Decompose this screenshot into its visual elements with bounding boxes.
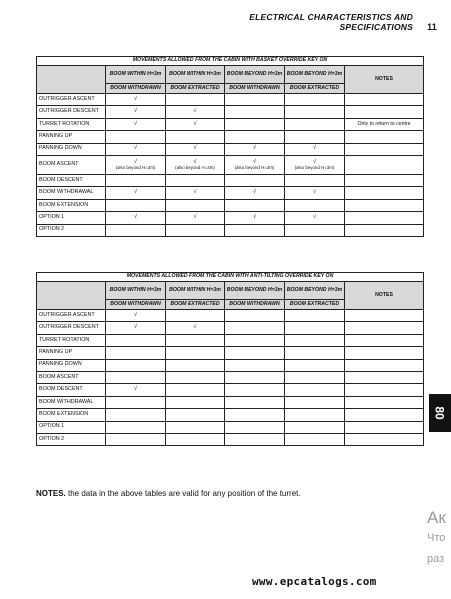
check-cell	[166, 224, 225, 236]
row-label: OUTRIGGER ASCENT	[37, 94, 106, 106]
check-cell	[285, 118, 345, 130]
cell-subnote: (also beyond H=3m)	[294, 165, 335, 171]
check-cell	[166, 310, 225, 322]
check-cell: √	[166, 187, 225, 199]
check-cell	[285, 347, 345, 359]
check-cell	[285, 409, 345, 421]
check-cell	[285, 433, 345, 445]
check-cell	[225, 155, 285, 174]
note-cell	[345, 199, 424, 211]
check-cell	[225, 322, 285, 334]
header-title-line2: SPECIFICATIONS	[339, 22, 413, 32]
check-cell	[166, 359, 225, 371]
check-cell	[285, 155, 345, 174]
check-cell	[225, 421, 285, 433]
check-cell	[166, 131, 225, 143]
check-cell: √	[166, 322, 225, 334]
check-cell	[166, 409, 225, 421]
check-cell: √	[166, 106, 225, 118]
row-label: OUTRIGGER ASCENT	[37, 310, 106, 322]
note-cell	[345, 131, 424, 143]
check-cell	[166, 174, 225, 186]
row-label: BOOM ASCENT	[37, 155, 106, 174]
check-cell: √	[106, 187, 166, 199]
col-header-boom-within: BOOM WITHIN H=3m	[166, 282, 225, 300]
check-cell: √	[106, 143, 166, 155]
cell-subnote: (also beyond H=3m)	[234, 165, 275, 171]
check-cell	[166, 421, 225, 433]
header-blank	[37, 66, 106, 94]
check-cell	[225, 396, 285, 408]
cell-subnote: (also beyond H=3m)	[175, 165, 215, 171]
subheader-boom-withdrawn: BOOM WITHDRAWN	[106, 84, 166, 94]
check-cell	[225, 371, 285, 383]
row-label: BOOM DESCENT	[37, 174, 106, 186]
row-label: BOOM EXTENSION	[37, 409, 106, 421]
check-cell: √	[225, 143, 285, 155]
check-cell	[285, 359, 345, 371]
check-cell	[106, 199, 166, 211]
row-label: TURRET ROTATION	[37, 334, 106, 346]
check-cell	[106, 224, 166, 236]
check-cell	[225, 359, 285, 371]
check-cell: √	[106, 118, 166, 130]
check-cell	[106, 334, 166, 346]
note-cell	[345, 322, 424, 334]
check-cell: √	[285, 143, 345, 155]
note-cell	[345, 310, 424, 322]
note-cell: Only to return to centre	[345, 118, 424, 130]
check-cell	[285, 106, 345, 118]
note-cell	[345, 359, 424, 371]
row-label: OPTION 2	[37, 224, 106, 236]
row-label: BOOM ASCENT	[37, 371, 106, 383]
check-cell	[106, 347, 166, 359]
check-cell	[285, 224, 345, 236]
subheader-boom-extracted: BOOM EXTRACTED	[166, 300, 225, 310]
check-cell	[166, 94, 225, 106]
col-header-boom-beyond: BOOM BEYOND H=3m	[225, 66, 285, 84]
notes-body: the data in the above tables are valid for any position of the turret.	[65, 489, 301, 498]
row-label: OUTRIGGER DESCENT	[37, 106, 106, 118]
check-cell	[166, 334, 225, 346]
check-cell	[285, 322, 345, 334]
check-cell	[225, 131, 285, 143]
check-cell: √	[285, 187, 345, 199]
check-cell	[225, 433, 285, 445]
check-cell	[106, 396, 166, 408]
cell-subnote: (also beyond H=3m)	[115, 165, 156, 171]
row-label: OPTION 2	[37, 433, 106, 445]
activation-overlay-line2: Что	[427, 532, 446, 544]
header-blank	[37, 282, 106, 310]
check-cell: √	[106, 322, 166, 334]
check-cell	[106, 359, 166, 371]
check-cell	[225, 94, 285, 106]
check-cell	[285, 310, 345, 322]
note-cell	[345, 433, 424, 445]
note-cell	[345, 187, 424, 199]
check-cell: √	[106, 384, 166, 396]
check-cell: √	[106, 212, 166, 224]
activation-overlay-line1: Ак	[427, 508, 446, 527]
notes-paragraph	[36, 489, 301, 498]
check-cell: √	[106, 106, 166, 118]
check-cell	[285, 421, 345, 433]
note-cell	[345, 347, 424, 359]
check-cell	[225, 384, 285, 396]
note-cell	[345, 143, 424, 155]
section-tab	[429, 394, 451, 432]
row-label: BOOM WITHDRAWAL	[37, 396, 106, 408]
check-cell	[106, 131, 166, 143]
check-cell	[285, 199, 345, 211]
row-label: TURRET ROTATION	[37, 118, 106, 130]
table-body	[37, 94, 424, 237]
subheader-boom-extracted: BOOM EXTRACTED	[166, 84, 225, 94]
row-label: BOOM EXTENSION	[37, 199, 106, 211]
check-cell	[166, 155, 225, 174]
check-cell	[225, 174, 285, 186]
anti-tilting-override-table	[36, 272, 424, 446]
note-cell	[345, 212, 424, 224]
note-cell	[345, 174, 424, 186]
check-mark: √	[133, 158, 138, 165]
subheader-boom-withdrawn: BOOM WITHDRAWN	[225, 84, 285, 94]
check-cell: √	[106, 94, 166, 106]
check-cell	[106, 409, 166, 421]
note-cell	[345, 155, 424, 174]
check-cell	[285, 174, 345, 186]
check-cell	[225, 224, 285, 236]
check-cell	[225, 199, 285, 211]
page-number: 11	[427, 22, 437, 32]
check-cell	[225, 409, 285, 421]
check-cell	[166, 433, 225, 445]
check-mark: √	[312, 158, 317, 165]
check-cell: √	[166, 118, 225, 130]
subheader-boom-extracted: BOOM EXTRACTED	[285, 300, 345, 310]
col-header-notes: NOTES	[345, 282, 424, 310]
row-label: PANNING DOWN	[37, 143, 106, 155]
row-label: PANNING UP	[37, 347, 106, 359]
check-cell	[166, 384, 225, 396]
check-cell	[225, 347, 285, 359]
note-cell	[345, 409, 424, 421]
col-header-boom-beyond: BOOM BEYOND H=3m	[225, 282, 285, 300]
note-cell	[345, 334, 424, 346]
header-title-line1: ELECTRICAL CHARACTERISTICS AND	[249, 12, 413, 22]
check-cell	[285, 371, 345, 383]
check-cell: √	[166, 212, 225, 224]
check-cell	[166, 199, 225, 211]
col-header-boom-beyond: BOOM BEYOND H=3m	[285, 66, 345, 84]
check-cell: √	[106, 310, 166, 322]
col-header-notes: NOTES	[345, 66, 424, 94]
check-cell: √	[225, 212, 285, 224]
check-cell	[225, 310, 285, 322]
col-header-boom-within: BOOM WITHIN H=3m	[166, 66, 225, 84]
check-cell	[285, 384, 345, 396]
check-cell	[106, 174, 166, 186]
page-header	[249, 12, 437, 32]
table-title: MOVEMENTS ALLOWED FROM THE CABIN WITH ANTI-TILTING OVERRIDE KEY ON	[37, 273, 424, 282]
subheader-boom-withdrawn: BOOM WITHDRAWN	[225, 300, 285, 310]
check-mark: √	[193, 158, 197, 165]
note-cell	[345, 384, 424, 396]
check-cell: √	[225, 187, 285, 199]
subheader-boom-withdrawn: BOOM WITHDRAWN	[106, 300, 166, 310]
note-cell	[345, 421, 424, 433]
note-cell	[345, 94, 424, 106]
table-title: MOVEMENTS ALLOWED FROM THE CABIN WITH BASKET OVERRIDE KEY ON	[37, 57, 424, 66]
col-header-boom-within: BOOM WITHIN H=3m	[106, 282, 166, 300]
check-cell: √	[285, 212, 345, 224]
col-header-boom-beyond: BOOM BEYOND H=3m	[285, 282, 345, 300]
table-body	[37, 310, 424, 446]
activation-overlay-line3: раз	[427, 553, 445, 565]
watermark-url: www.epcatalogs.com	[252, 575, 377, 588]
check-cell	[106, 155, 166, 174]
check-cell: √	[166, 143, 225, 155]
notes-label: NOTES.	[36, 489, 66, 498]
check-cell	[285, 396, 345, 408]
check-cell	[166, 347, 225, 359]
row-label: OPTION 1	[37, 421, 106, 433]
check-cell	[166, 396, 225, 408]
check-cell	[106, 421, 166, 433]
note-cell	[345, 106, 424, 118]
col-header-boom-within: BOOM WITHIN H=3m	[106, 66, 166, 84]
row-label: OPTION 1	[37, 212, 106, 224]
check-cell	[106, 371, 166, 383]
note-cell	[345, 396, 424, 408]
note-cell	[345, 224, 424, 236]
basket-override-table	[36, 56, 424, 237]
row-label: PANNING DOWN	[37, 359, 106, 371]
check-cell	[106, 433, 166, 445]
check-cell	[225, 118, 285, 130]
check-cell	[225, 106, 285, 118]
check-cell	[285, 131, 345, 143]
note-cell	[345, 371, 424, 383]
row-label: OUTRIGGER DESCENT	[37, 322, 106, 334]
check-cell	[166, 371, 225, 383]
check-cell	[285, 94, 345, 106]
section-tab-number: 80	[432, 406, 447, 420]
check-mark: √	[252, 158, 257, 165]
subheader-boom-extracted: BOOM EXTRACTED	[285, 84, 345, 94]
row-label: BOOM DESCENT	[37, 384, 106, 396]
row-label: BOOM WITHDRAWAL	[37, 187, 106, 199]
check-cell	[225, 334, 285, 346]
check-cell	[285, 334, 345, 346]
row-label: PANNING UP	[37, 131, 106, 143]
